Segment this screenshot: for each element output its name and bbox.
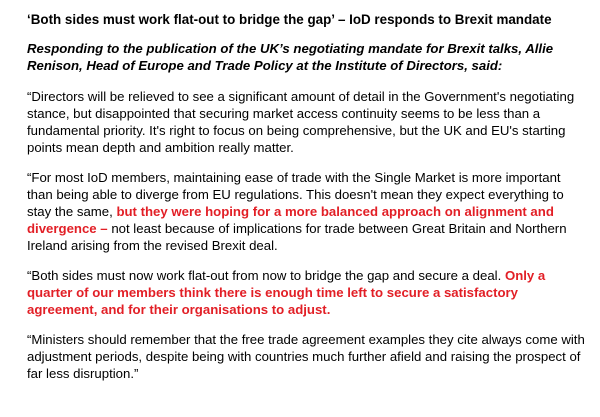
- highlighted-text: but they were hoping for a more balanced approach on alignment and divergence –: [27, 204, 554, 236]
- quote-paragraph-3: [27, 267, 587, 318]
- quote-paragraph-4: [27, 331, 587, 382]
- quote-paragraph-1: [27, 88, 587, 156]
- paragraph-text: “Both sides must now work flat-out from now to bridge the gap and secure a deal.: [27, 268, 502, 283]
- paragraph-text: “For most IoD members, maintaining ease of trade with the Single Market is more important than being able to diverge from EU regulations. This doesn't mean they expect everything to stay the same,: [27, 170, 564, 219]
- press-release-intro: Responding to the publication of the UK’s negotiating mandate for Brexit talks, Allie Renison, Head of Europe and Trade Policy at the Institute of Directors, said:: [27, 41, 554, 73]
- paragraph-text: not least because of implications for trade between Great Britain and Northern Ireland arising from the revised Brexit deal.: [27, 221, 567, 253]
- press-release-headline: ‘Both sides must work flat-out to bridge the gap’ – IoD responds to Brexit mandate: [27, 12, 552, 27]
- quote-paragraph-2: [27, 169, 587, 254]
- highlighted-text: Only a quarter of our members think there is enough time left to secure a satisfactory agreement, and for their organisations to adjust.: [27, 268, 546, 317]
- paragraph-text: “Ministers should remember that the free trade agreement examples they cite always come with adjustment periods, despite being with countries much further afield and raising the prospect of far less disruption.”: [27, 332, 585, 381]
- paragraph-text: “Directors will be relieved to see a significant amount of detail in the Government's negotiating stance, but disappointed that securing market access continuity seems to be less than a fundamental priority. It's right to focus on being comprehensive, but the UK and EU's starting points mean depth and ambition really matter.: [27, 89, 575, 155]
- press-release: [27, 11, 587, 395]
